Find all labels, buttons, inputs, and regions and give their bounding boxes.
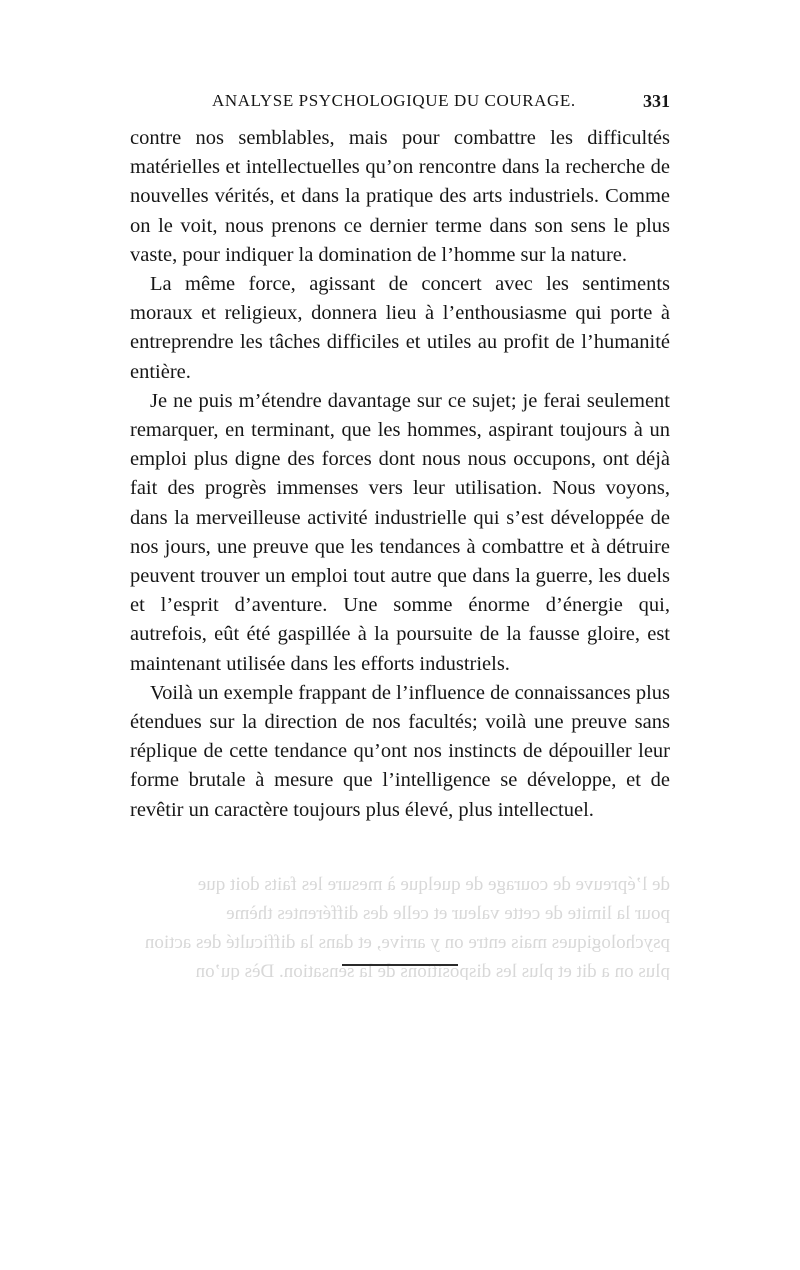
bleed-line-4: plus on a dit et plus les dispositions de la sensation. Dès qu’on [195,961,670,980]
paragraph-4: Voilà un exemple frappant de l’influence de connaissances plus étendues sur la direction de nos facultés; voilà une preuve sans réplique de cette tendance qu’ont nos instincts de dépouiller leur forme brutale à mesure que l’intelligence se développe, et de revêtir un caractère toujours plus élevé, plus intellectuel. [130,681,670,821]
closing-rule [342,964,458,966]
bleed-line-2: pour la limite de cette valeur et celle des différentes thème [226,903,670,924]
bleed-line-1: de l’épreuve de courage de quelque à mesure les faits doit que [197,874,670,895]
paragraph-2: La même force, agissant de concert avec les sentiments moraux et religieux, donnera lieu à l’enthousiasme qui porte à entreprendre les tâches difficiles et utiles au profit de l’humanité entière. [130,273,670,383]
running-head [130,86,670,116]
body-text [130,124,670,825]
page-number: 331 [643,91,670,111]
running-title: ANALYSE PSYCHOLOGIQUE DU COURAGE. [212,91,576,110]
paragraph-3: Je ne puis m’étendre davantage sur ce sujet; je ferai seulement remarquer, en terminant, que les hommes, aspirant toujours à un emploi plus digne des forces dont nous nous occupons, ont déjà fait des progrès immenses vers leur utilisation. Nous voyons, dans la merveilleuse activité industrielle qui s’est développée de nos jours, une preuve que les tendances à combattre et à détruire peuvent trouver un emploi tout autre que dans la guerre, les duels et l’esprit d’aventure. Une somme énorme d’énergie qui, autrefois, eût été gaspillée à la poursuite de la fausse gloire, est maintenant utilisée dans les efforts industriels. [130,389,670,675]
paragraph-1: contre nos semblables, mais pour combattre les difficultés matérielles et intellectuelles qu’on rencontre dans la recherche de nouvelles vérités, et dans la pratique des arts industriels. Comme on le voit, nous prenons ce dernier terme dans son sens le plus vaste, pour indiquer la domination de l’homme sur la nature. [130,127,670,266]
bleed-line-3: psychologiques mais entre on y arrive, et dans la difficulté des action [144,932,670,953]
